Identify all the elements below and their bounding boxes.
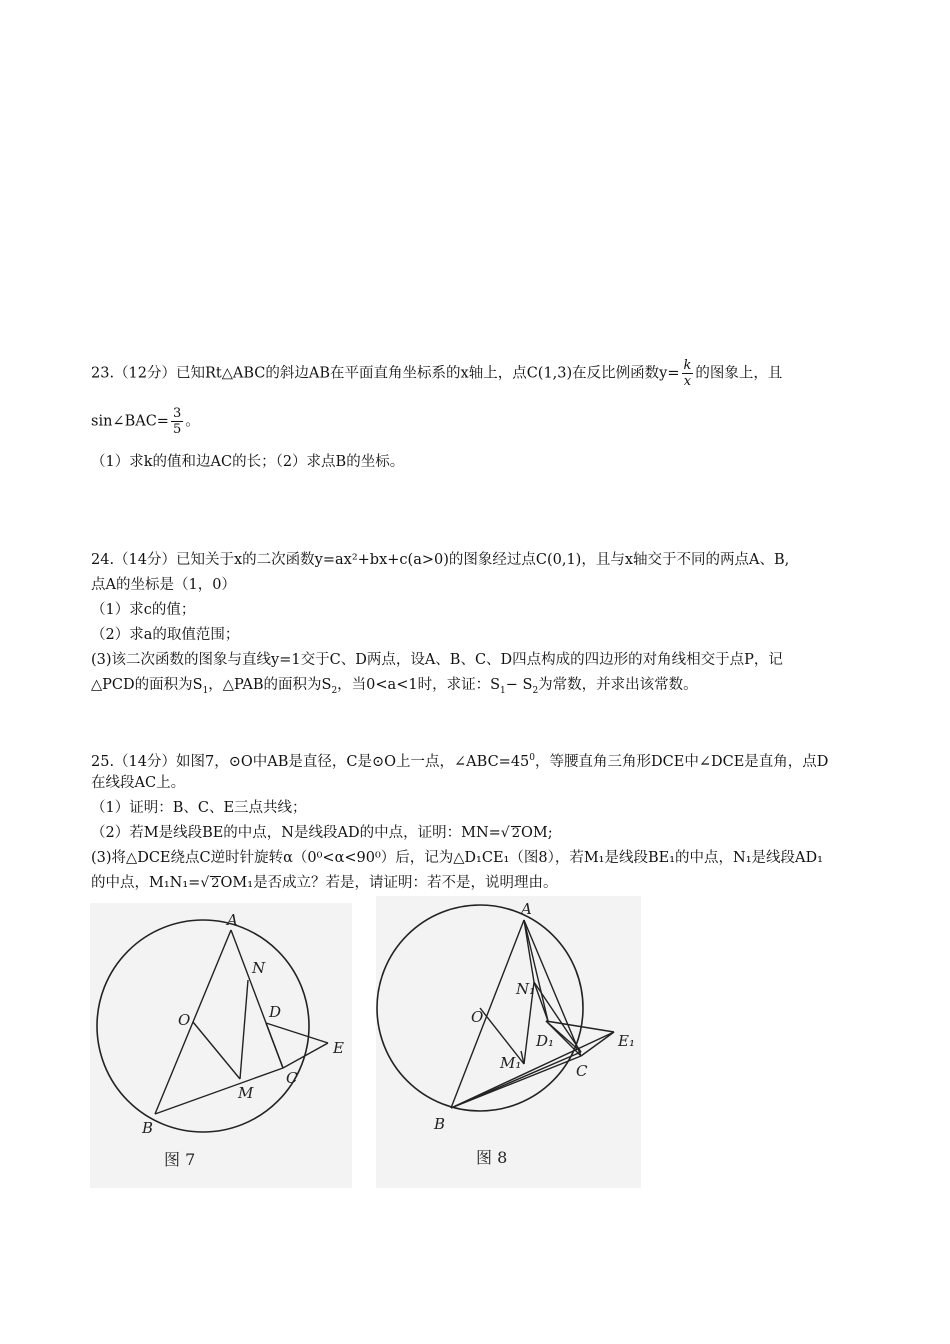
figure-7 bbox=[90, 903, 352, 1188]
q24-line6-a: △PCD的面积为S bbox=[91, 677, 203, 693]
sqrt-sign: √ bbox=[200, 875, 210, 891]
fraction-denominator: x bbox=[683, 374, 692, 389]
fig7-label-E: E bbox=[333, 1039, 344, 1057]
fig7-label-B: B bbox=[142, 1119, 154, 1137]
figure-7-diagram bbox=[90, 903, 352, 1188]
fig8-label-E1: E₁ bbox=[618, 1032, 635, 1050]
fig7-caption: 图 7 bbox=[164, 1150, 196, 1169]
fig7-label-D: D bbox=[269, 1003, 282, 1021]
q25-line4-b: OM; bbox=[520, 825, 553, 841]
q23-fraction-3-over-5 bbox=[171, 406, 183, 437]
q23-line2-text-b: 。 bbox=[185, 413, 200, 430]
superscript: 0 bbox=[529, 753, 536, 763]
fig8-label-C: C bbox=[576, 1062, 588, 1080]
q23-fraction-k-over-x bbox=[682, 358, 694, 389]
q24-line4: （2）求a的取值范围； bbox=[91, 627, 240, 643]
q25-line2: 在线段AC上。 bbox=[91, 775, 186, 791]
fig8-label-O: O bbox=[471, 1008, 484, 1026]
fraction-numerator: 3 bbox=[172, 406, 182, 421]
subscript: 1 bbox=[202, 685, 209, 696]
fraction-denominator: 5 bbox=[172, 422, 182, 437]
q25-line4 bbox=[91, 823, 866, 843]
subscript: 2 bbox=[532, 685, 539, 696]
q24-line6-d: − S bbox=[505, 677, 533, 693]
q24-line1: 24.（14分）已知关于x的二次函数y=ax²+bx+c(a>0)的图象经过点C(0,1)，且与x轴交于不同的两点A、B, bbox=[91, 552, 790, 568]
fraction-numerator: k bbox=[683, 358, 692, 373]
q25-line6-b: OM₁是否成立？若是，请证明：若不是，说明理由。 bbox=[220, 875, 558, 891]
q25-line3: （1）证明：B、C、E三点共线； bbox=[91, 800, 307, 816]
sqrt-sign: √ bbox=[500, 825, 510, 841]
q23-line1-text-b: 的图象上，且 bbox=[695, 365, 783, 382]
fig8-label-N1: N₁ bbox=[516, 980, 536, 998]
fig8-label-M1: M₁ bbox=[500, 1054, 522, 1072]
fig8-label-D1: D₁ bbox=[536, 1032, 555, 1050]
figure-8-diagram bbox=[376, 896, 641, 1188]
figure-8 bbox=[376, 896, 641, 1188]
q25-line1 bbox=[91, 748, 866, 772]
q25-line1-a: 25.（14分）如图7，⊙O中AB是直径，C是⊙O上一点，∠ABC=45 bbox=[91, 753, 530, 770]
subscript: 2 bbox=[331, 685, 338, 696]
fig7-label-O: O bbox=[178, 1011, 191, 1029]
q23-line2-text-a: sin∠BAC= bbox=[91, 413, 169, 430]
sqrt-radicand: 2 bbox=[211, 876, 220, 891]
q23-line3: （1）求k的值和边AC的长；（2）求点B的坐标。 bbox=[91, 454, 405, 470]
sqrt-radicand: 2 bbox=[511, 826, 520, 841]
q24-line6-c: ，当0<a<1时，求证：S bbox=[337, 677, 500, 693]
q25-line6-a: 的中点，M₁N₁= bbox=[91, 875, 201, 891]
fig7-label-A: A bbox=[227, 911, 238, 929]
fig8-label-B: B bbox=[434, 1115, 446, 1133]
subscript: 1 bbox=[500, 685, 506, 696]
q23-line1-text-a: 23.（12分）已知Rt△ABC的斜边AB在平面直角坐标系的x轴上，点C(1,3)在反比例函数y= bbox=[91, 365, 680, 382]
fig8-caption: 图 8 bbox=[476, 1148, 508, 1167]
q24-line6-e: 为常数，并求出该常数。 bbox=[538, 677, 698, 693]
fig7-label-N: N bbox=[252, 959, 266, 977]
fig7-label-M: M bbox=[238, 1084, 254, 1102]
q24-line6 bbox=[91, 675, 866, 701]
q25-line4-a: （2）若M是线段BE的中点，N是线段AD的中点，证明：MN= bbox=[91, 825, 501, 841]
q23-line1 bbox=[91, 358, 866, 389]
q25-line5: (3)将△DCE绕点C逆时针旋转α（0⁰<α<90⁰）后，记为△D₁CE₁（图8），若M₁是线段BE₁的中点，N₁是线段AD₁ bbox=[91, 850, 823, 866]
fig8-label-A: A bbox=[521, 900, 532, 918]
fig7-label-C: C bbox=[286, 1069, 298, 1087]
q23-line2 bbox=[91, 406, 866, 437]
q25-line1-b: ，等腰直角三角形DCE中∠DCE是直角，点D bbox=[535, 753, 829, 770]
q24-line3: （1）求c的值； bbox=[91, 602, 196, 618]
q24-line2: 点A的坐标是（1，0） bbox=[91, 577, 236, 593]
q24-line6-b: ，△PAB的面积为S bbox=[208, 677, 332, 693]
q25-line6 bbox=[91, 873, 866, 893]
q24-line5: (3)该二次函数的图象与直线y=1交于C、D两点，设A、B、C、D四点构成的四边形的对角线相交于点P，记 bbox=[91, 652, 783, 668]
